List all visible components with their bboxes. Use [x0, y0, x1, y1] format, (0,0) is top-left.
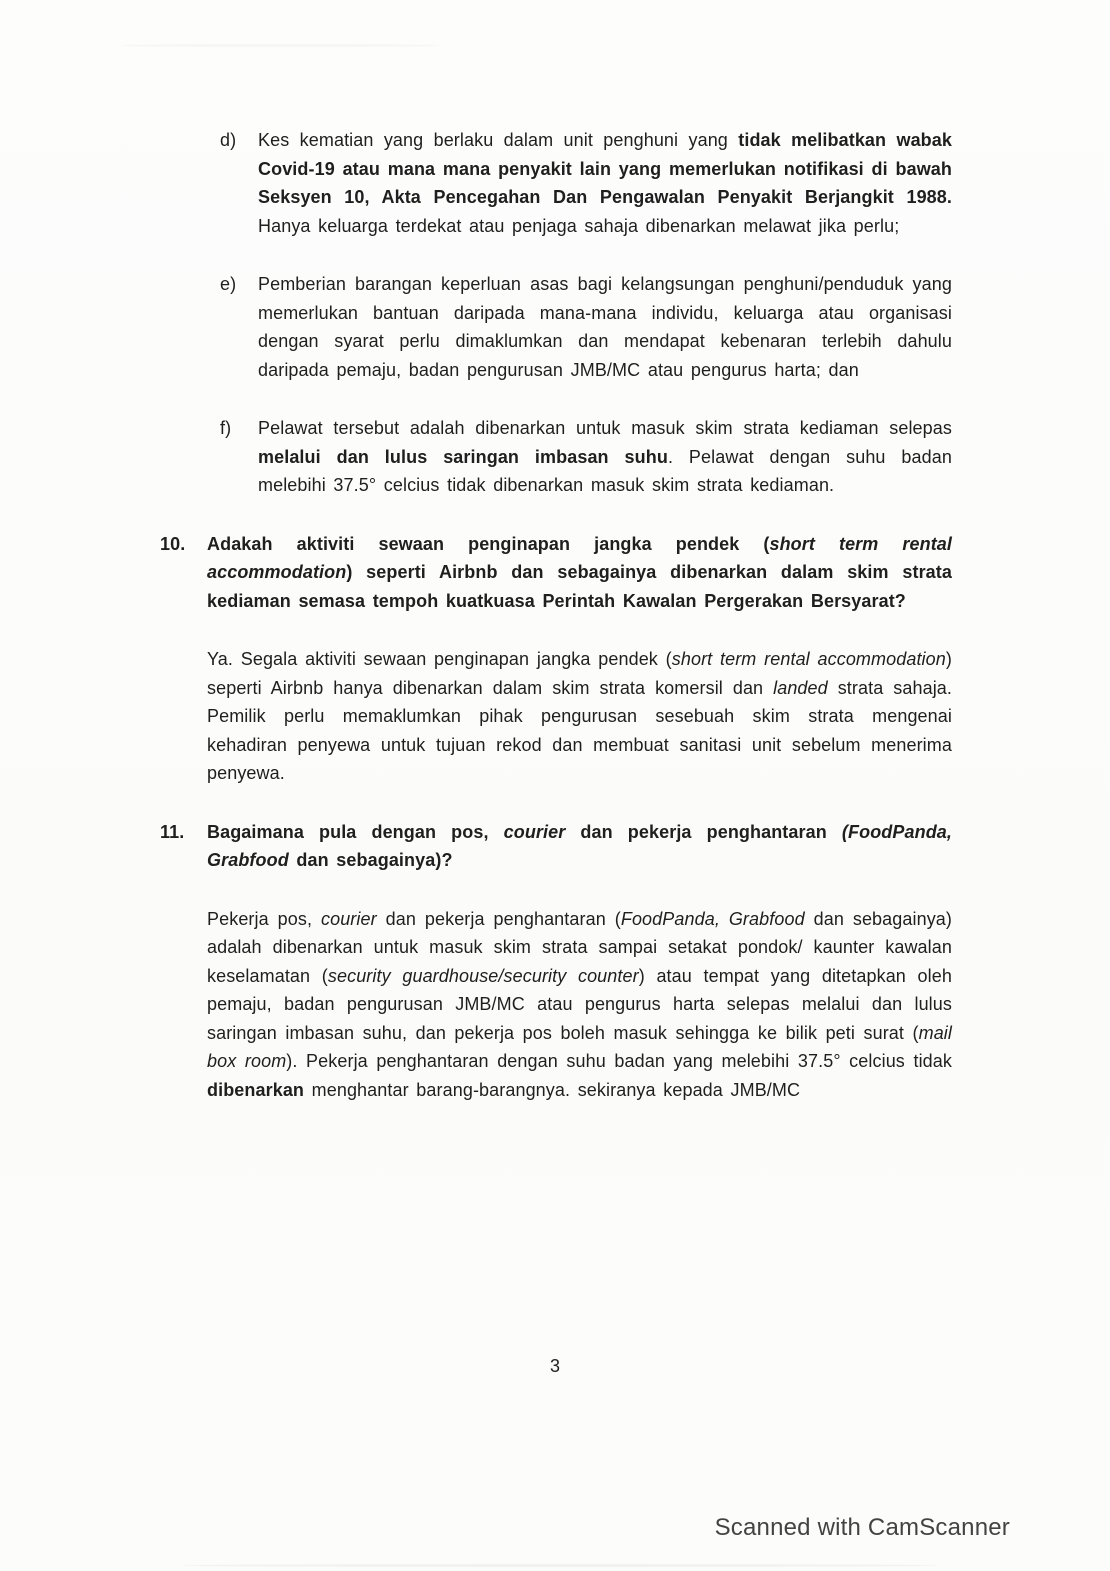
question-item-11 — [160, 818, 952, 875]
answer-text-10: Ya. Segala aktiviti sewaan penginapan jangka pendek (short term rental accommodation) seperti Airbnb hanya dibenarkan dalam skim strata komersil dan landed strata sahaja. Pemilik perlu memaklumkan pihak pengurusan sesebuah skim strata mengenai kehadiran penyewa untuk tujuan rekod dan membuat sanitasi unit sebelum menerima penyewa. — [207, 649, 953, 783]
document-body — [160, 126, 952, 1134]
question-number: 10. — [160, 533, 186, 554]
item-text: Pemberian barangan keperluan asas bagi kelangsungan penghuni/penduduk yang memerlukan bantuan daripada mana-mana individu, keluarga atau organisasi dengan syarat perlu dimaklumkan dan mendapat kebenaran terlebih dahulu daripada pemaju, badan pengurusan JMB/MC atau pengurus harta; dan — [258, 274, 952, 380]
page-number: 3 — [549, 1356, 560, 1376]
item-marker: e) — [220, 274, 237, 294]
item-marker: f) — [220, 418, 232, 438]
scan-artifact — [120, 44, 440, 47]
lettered-item-e — [220, 270, 952, 384]
item-marker: d) — [220, 130, 237, 150]
camscanner-watermark: Scanned with CamScanner — [714, 1514, 1010, 1541]
lettered-item-d — [220, 126, 952, 240]
answer-text-11: Pekerja pos, courier dan pekerja penghantaran (FoodPanda, Grabfood dan sebagainya) adalah dibenarkan untuk masuk skim strata sampai setakat pondok/ kaunter kawalan keselamatan (security guardhouse/security counter) atau tempat yang ditetapkan oleh pemaju, badan pengurusan JMB/MC atau pengurus harta selepas melalui dan lulus saringan imbasan suhu, dan pekerja pos boleh masuk sehingga ke bilik peti surat (mail box room). Pekerja penghantaran dengan suhu badan yang melebihi 37.5° celcius tidak dibenarkan menghantar barang-barangnya. sekiranya kepada JMB/MC — [207, 908, 953, 1100]
question-text: Bagaimana pula dengan pos, courier dan pekerja penghantaran (FoodPanda, Grabfood dan sebagainya)? — [207, 821, 952, 870]
question-text: Adakah aktiviti sewaan penginapan jangka pendek (short term rental accommodation) seperti Airbnb dan sebagainya dibenarkan dalam skim strata kediaman semasa tempoh kuatkuasa Perintah Kawalan Pergerakan Bersyarat? — [207, 533, 953, 611]
question-number: 11. — [160, 821, 185, 842]
question-item-10 — [160, 530, 952, 616]
lettered-item-f — [220, 414, 952, 500]
scan-artifact — [180, 1564, 940, 1567]
item-text: Pelawat tersebut adalah dibenarkan untuk masuk skim strata kediaman selepas melalui dan lulus saringan imbasan suhu. Pelawat dengan suhu badan melebihi 37.5° celcius tidak dibenarkan masuk skim strata kediaman. — [258, 418, 952, 495]
item-text: Kes kematian yang berlaku dalam unit penghuni yang tidak melibatkan wabak Covid-19 atau mana mana penyakit lain yang memerlukan notifikasi di bawah Seksyen 10, Akta Pencegahan Dan Pengawalan Penyakit Berjangkit 1988. Hanya keluarga terdekat atau penjaga sahaja dibenarkan melawat jika perlu; — [258, 130, 952, 236]
